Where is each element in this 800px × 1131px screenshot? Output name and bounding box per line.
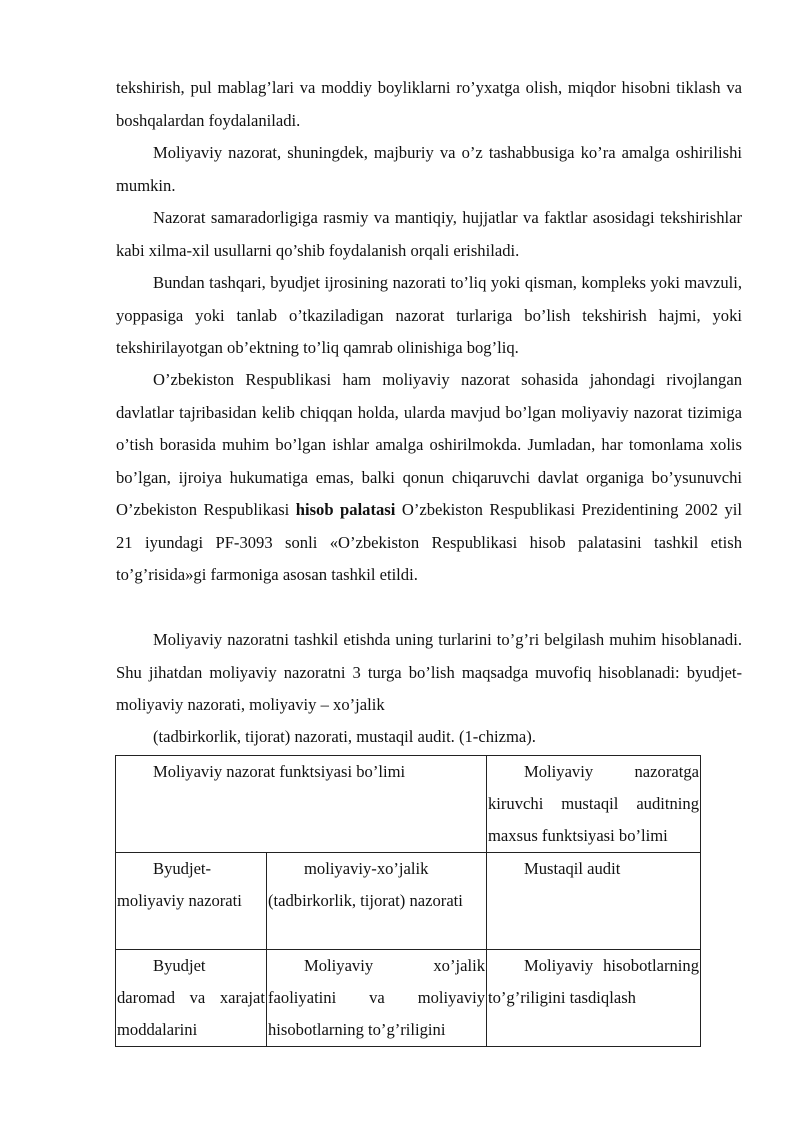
table-row bbox=[116, 950, 701, 1047]
paragraph-1: tekshirish, pul mablag’lari va moddiy boyliklarni ro’yxatga olish, miqdor hisobni tiklash va boshqalardan foydalaniladi. bbox=[116, 78, 742, 130]
paragraph-6: Moliyaviy nazoratni tashkil etishda uning turlarini to’g’ri belgilash muhim hisoblanadi. Shu jihatdan moliyaviy nazoratni 3 turga bo’lish maqsadga muvofiq hisoblanadi: byudjet-moliyaviy nazorati, moliyaviy – xo’jalik bbox=[116, 630, 742, 714]
control-functions-table bbox=[115, 755, 701, 1047]
paragraph-5-bold-term: hisob palatasi bbox=[295, 500, 396, 519]
table-cell-economic-control: moliyaviy-xo’jalik (tadbirkorlik, tijorat) nazorati bbox=[267, 853, 487, 950]
paragraph-5 bbox=[116, 364, 742, 592]
table-header-right: Moliyaviy nazoratga kiruvchi mustaqil auditning maxsus funktsiyasi bo’limi bbox=[487, 756, 701, 853]
table-cell-report-confirmation: Moliyaviy hisobotlarning to’g’riligini tasdiqlash bbox=[487, 950, 701, 1047]
table-header-left: Moliyaviy nazorat funktsiyasi bo’limi bbox=[116, 756, 487, 853]
table-header-row bbox=[116, 756, 701, 853]
paragraph-5-text-after: O’zbekiston Respublikasi Prezidentining 2002 yil 21 iyundagi PF-3093 sonli «O’zbekiston Respublikasi hisob palatasini tashkil etish to’g’risida»gi farmoniga asosan tashkil etildi. bbox=[116, 500, 742, 584]
table-cell-independent-audit: Mustaqil audit bbox=[487, 853, 701, 950]
paragraph-7: (tadbirkorlik, tijorat) nazorati, mustaqil audit. (1-chizma). bbox=[153, 727, 536, 746]
paragraph-5-text-before: O’zbekiston Respublikasi ham moliyaviy nazorat sohasida jahondagi rivojlangan davlatlar tajribasidan kelib chiqqan holda, ularda mavjud bo’lgan moliyaviy nazorat tizimiga o’tish borasida muhim bo’lgan ishlar amalga oshirilmokda. Jumladan, har tomonlama xolis bo’lgan, ijroiya hukumatiga emas, balki qonun chiqaruvchi davlat organiga bo’ysunuvchi O’zbekiston Respublikasi bbox=[116, 370, 742, 519]
table-cell-financial-activity: Moliyaviy xo’jalik faoliyatini va moliyaviy hisobotlarning to’g’riligini bbox=[267, 950, 487, 1047]
paragraph-4: Bundan tashqari, byudjet ijrosining nazorati to’liq yoki qisman, kompleks yoki mavzuli, yoppasiga yoki tanlab o’tkaziladigan nazorat turlariga bo’lish tekshirish hajmi, yoki tekshirilayotgan ob’ektning to’liq qamrab olinishiga bog’liq. bbox=[116, 273, 742, 357]
table-cell-budget-control: Byudjet-moliyaviy nazorati bbox=[116, 853, 267, 950]
table-row bbox=[116, 853, 701, 950]
table-cell-budget-items: Byudjet daromad va xarajat moddalarini bbox=[116, 950, 267, 1047]
paragraph-3: Nazorat samaradorligiga rasmiy va mantiqiy, hujjatlar va faktlar asosidagi tekshirishlar kabi xilma-xil usullarni qo’shib foydalanish orqali erishiladi. bbox=[116, 208, 742, 260]
paragraph-2: Moliyaviy nazorat, shuningdek, majburiy va o’z tashabbusiga ko’ra amalga oshirilishi mumkin. bbox=[116, 143, 742, 195]
